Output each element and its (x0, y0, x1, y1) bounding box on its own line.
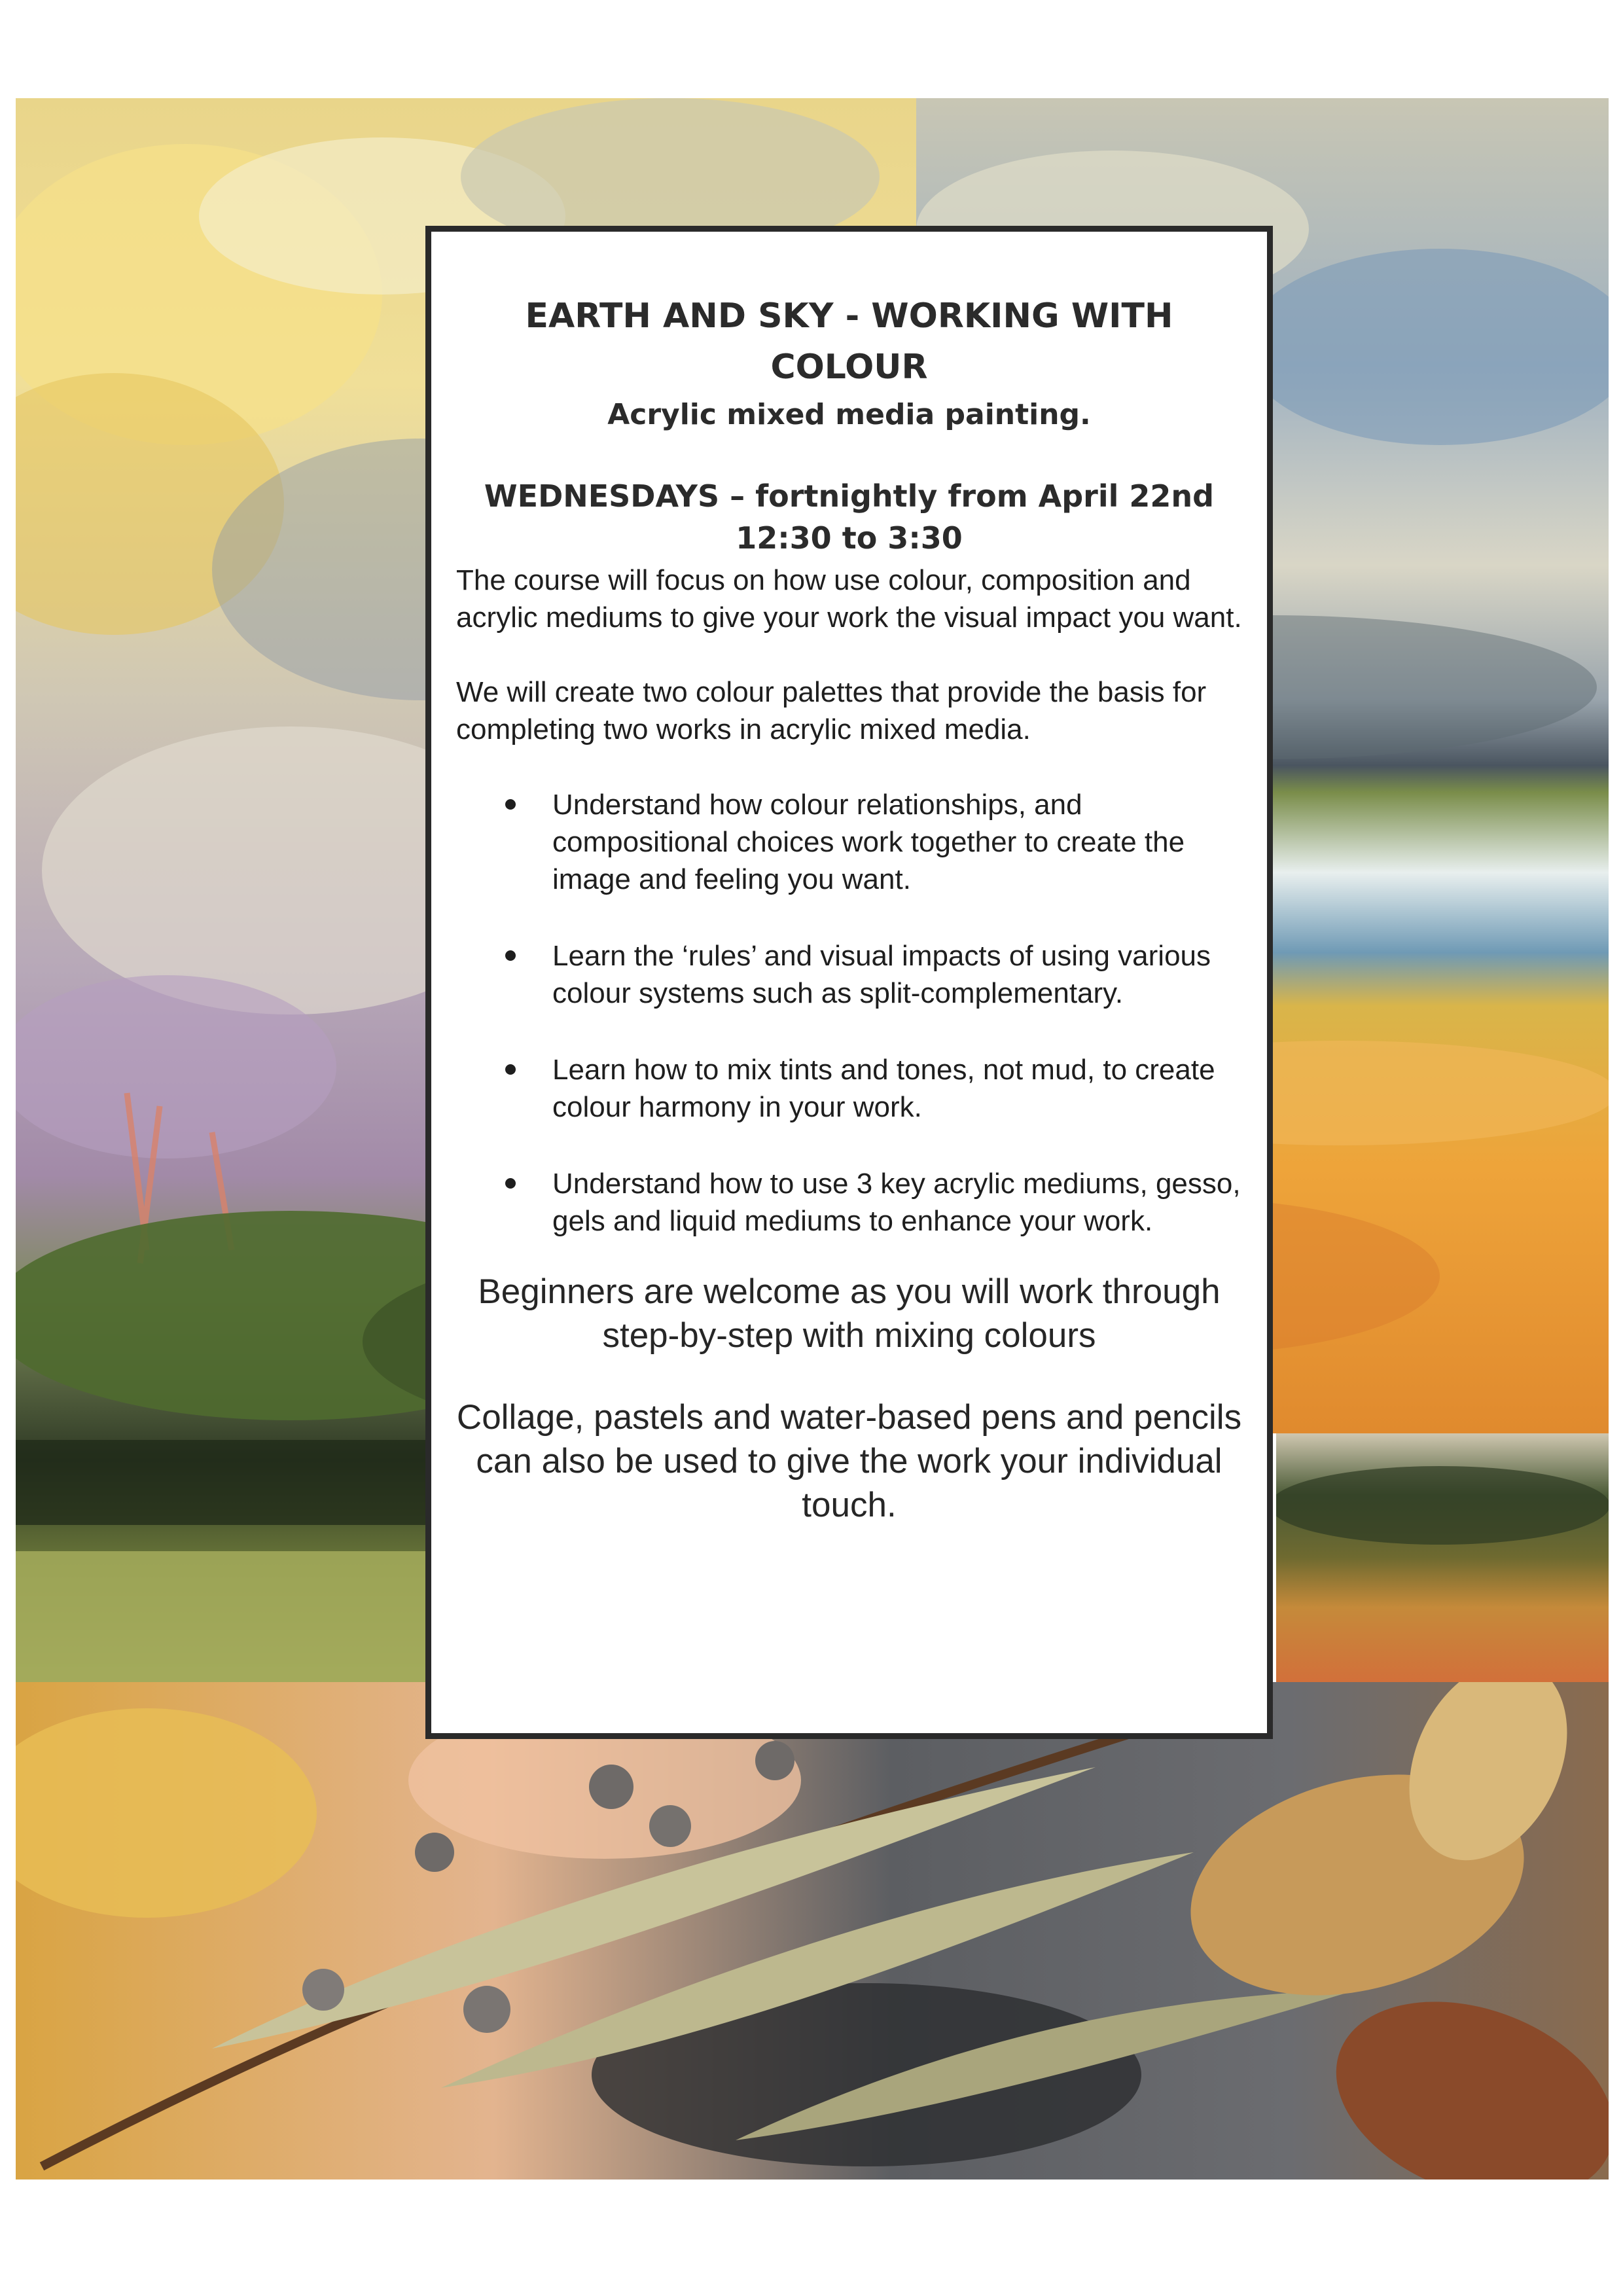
list-item (456, 1165, 1242, 1240)
small-painting (1276, 1433, 1609, 1682)
course-subtitle: Acrylic mixed media painting. (607, 398, 1091, 431)
bullet-icon (505, 799, 516, 810)
bullet-icon (505, 1064, 516, 1075)
palettes-paragraph: We will create two colour palettes that provide the basis for completing two works in acrylic mixed media. (456, 676, 1207, 745)
schedule-time: 12:30 to 3:30 (736, 520, 963, 556)
intro-paragraph: The course will focus on how use colour, composition and acrylic mediums to give your work the visual impact you want. (456, 564, 1242, 634)
bullet-icon (505, 950, 516, 961)
schedule (456, 475, 1242, 559)
list-item-text: Learn the ‘rules’ and visual impacts of using various colour systems such as split-complementary. (552, 940, 1211, 1009)
materials-note: Collage, pastels and water-based pens and pencils can also be used to give the work your individual touch. (456, 1398, 1242, 1524)
learning-outcomes-list (456, 786, 1242, 1240)
beginners-note: Beginners are welcome as you will work through step-by-step with mixing colours (478, 1272, 1221, 1355)
list-item-text: Understand how colour relationships, and compositional choices work together to create the image and feeling you want. (552, 789, 1185, 895)
list-item-text: Learn how to mix tints and tones, not mud, to create colour harmony in your work. (552, 1054, 1215, 1123)
list-item-text: Understand how to use 3 key acrylic mediums, gesso, gels and liquid mediums to enhance your work. (552, 1168, 1241, 1237)
list-item (456, 1051, 1242, 1126)
list-item (456, 937, 1242, 1012)
course-info-card (425, 226, 1273, 1739)
schedule-days: WEDNESDAYS – fortnightly from April 22nd (484, 478, 1215, 514)
list-item (456, 786, 1242, 898)
bottom-leaf-photo (16, 1682, 1609, 2179)
course-title: EARTH AND SKY - WORKING WITH COLOUR (525, 296, 1173, 387)
bullet-icon (505, 1178, 516, 1189)
